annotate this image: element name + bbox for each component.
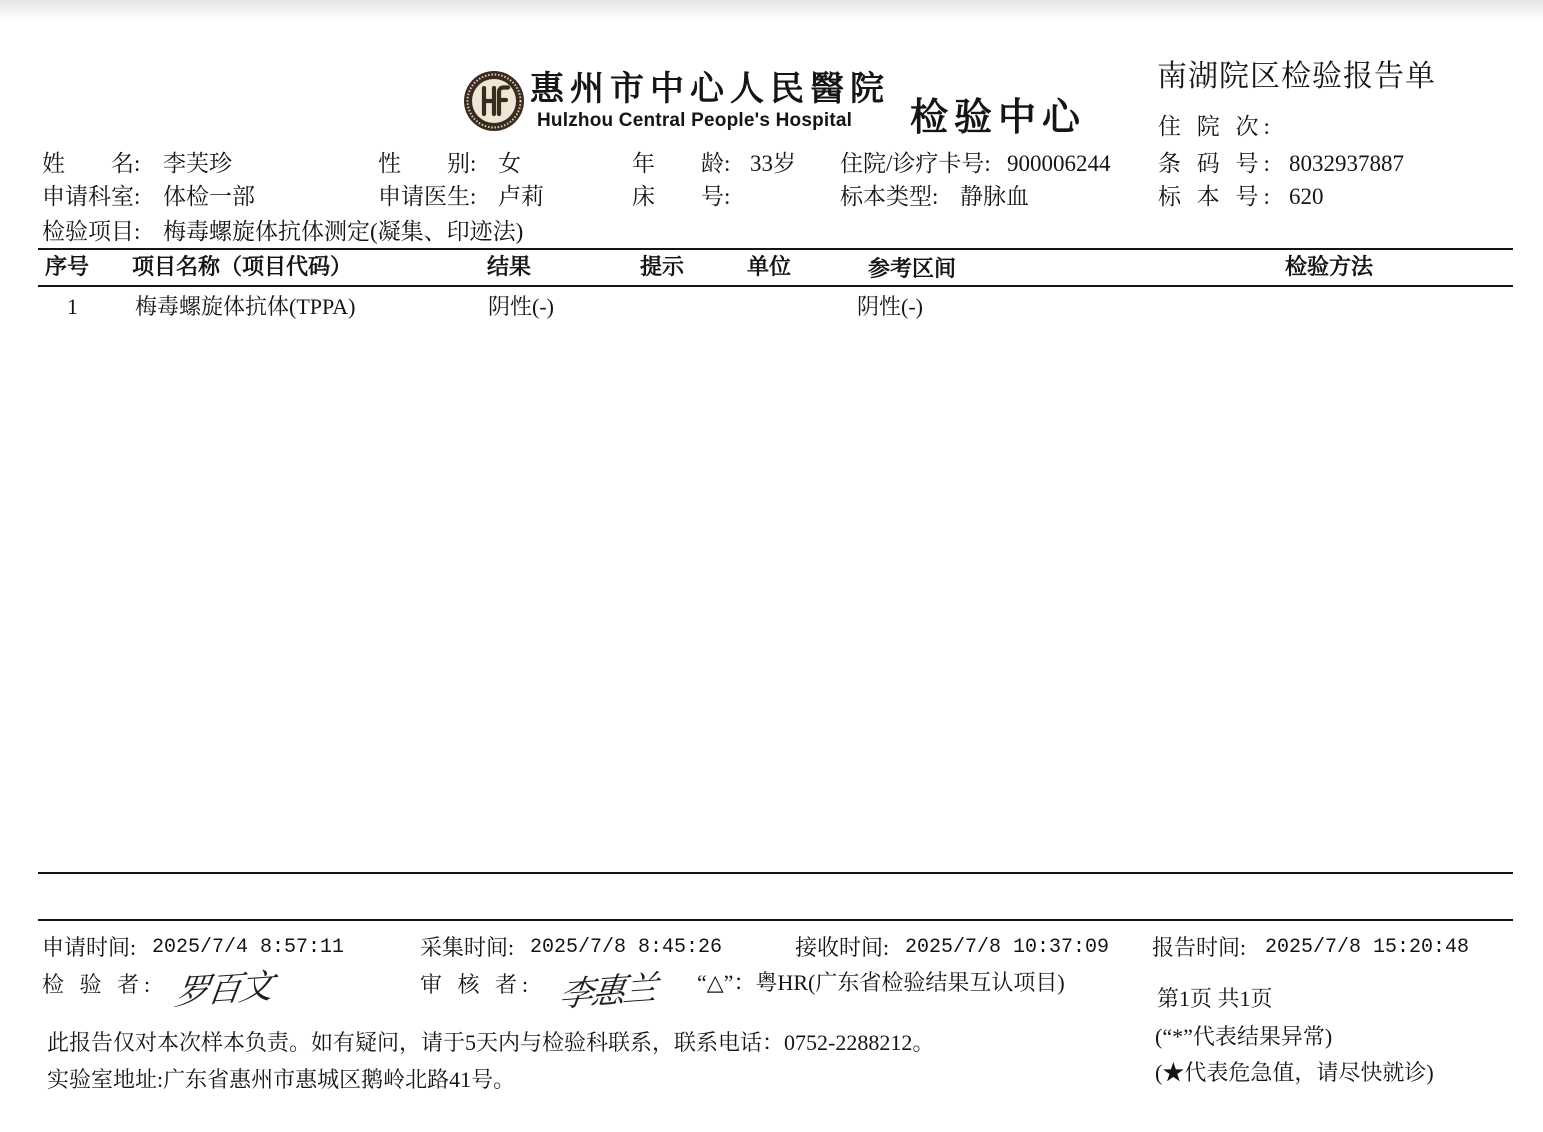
receive-time-label: 接收时间: — [795, 935, 890, 960]
card-no-value: 900006244 — [1007, 151, 1111, 176]
cell-index: 1 — [67, 294, 78, 319]
table-bottom-rule — [38, 872, 1513, 874]
request-time-value: 2025/7/4 8:57:11 — [152, 936, 345, 959]
barcode-value: 8032937887 — [1289, 151, 1404, 176]
cell-reference: 阴性(-) — [857, 294, 923, 319]
abnormal-legend: (“*”代表结果异常) — [1155, 1024, 1333, 1049]
col-reference: 参考区间 — [868, 256, 957, 281]
doctor-label: 申请医生: — [378, 184, 477, 209]
scan-edge-shadow — [0, 0, 1543, 20]
test-item-label: 检验项目: — [42, 219, 141, 244]
inpatient-count-label: 住 院 次: — [1158, 114, 1275, 139]
doctor-value: 卢莉 — [498, 184, 544, 209]
report-time-label: 报告时间: — [1152, 935, 1247, 960]
table-top-rule — [38, 248, 1513, 250]
tester-signature: 罗百文 — [172, 966, 275, 1014]
name-label: 姓 名: — [42, 151, 141, 176]
collect-time-label: 采集时间: — [420, 935, 515, 960]
hospital-logo-icon — [463, 70, 525, 132]
mutual-recognition-note: “△”：粤HR(广东省检验结果互认项目) — [697, 970, 1065, 995]
disclaimer: 此报告仅对本次样本负责。如有疑问，请于5天内与检验科联系，联系电话：0752-2288212。 — [47, 1030, 935, 1055]
specimen-type-label: 标本类型: — [840, 184, 939, 209]
specimen-type-value: 静脉血 — [960, 184, 1029, 209]
collect-time-value: 2025/7/8 8:45:26 — [530, 936, 723, 959]
test-item-value: 梅毒螺旋体抗体测定(凝集、印迹法) — [163, 219, 524, 244]
request-time-label: 申请时间: — [42, 935, 137, 960]
reviewer-label: 审 核 者: — [420, 972, 534, 997]
lab-address: 实验室地址:广东省惠州市惠城区鹅岭北路41号。 — [47, 1067, 516, 1092]
col-flag: 提示 — [640, 254, 685, 279]
sex-label: 性 别: — [378, 151, 477, 176]
cell-item-name: 梅毒螺旋体抗体(TPPA) — [135, 294, 356, 319]
sex-value: 女 — [498, 151, 521, 176]
cell-result: 阴性(-) — [488, 294, 554, 319]
col-unit: 单位 — [747, 254, 792, 279]
hospital-name-en: Hulzhou Central People's Hospital — [537, 110, 853, 131]
department-label: 申请科室: — [42, 184, 141, 209]
col-index: 序号 — [45, 254, 90, 279]
col-result: 结果 — [487, 254, 532, 279]
specimen-no-label: 标 本 号: — [1158, 184, 1275, 209]
report-time-value: 2025/7/8 15:20:48 — [1265, 936, 1470, 959]
table-header-rule — [38, 285, 1513, 287]
tester-label: 检 验 者: — [42, 972, 156, 997]
age-label: 年 龄: — [632, 151, 731, 176]
name-value: 李芙珍 — [163, 151, 232, 176]
barcode-label: 条 码 号: — [1158, 151, 1275, 176]
col-method: 检验方法 — [1285, 254, 1374, 279]
specimen-no-value: 620 — [1289, 184, 1324, 209]
bed-label: 床 号: — [632, 184, 731, 209]
lab-center-name: 检验中心 — [910, 94, 1087, 139]
col-item-name: 项目名称（项目代码） — [132, 254, 353, 279]
critical-legend: (★代表危急值，请尽快就诊) — [1155, 1060, 1434, 1085]
page-info: 第1页 共1页 — [1157, 986, 1273, 1011]
reviewer-signature: 李惠兰 — [556, 968, 659, 1016]
age-value: 33岁 — [750, 151, 796, 176]
report-title: 南湖院区检验报告单 — [1157, 60, 1436, 93]
receive-time-value: 2025/7/8 10:37:09 — [905, 936, 1110, 959]
footer-top-rule — [38, 919, 1513, 921]
hospital-name-cn: 惠州市中心人民醫院 — [530, 69, 890, 109]
card-no-label: 住院/诊疗卡号: — [840, 151, 991, 176]
department-value: 体检一部 — [163, 184, 255, 209]
